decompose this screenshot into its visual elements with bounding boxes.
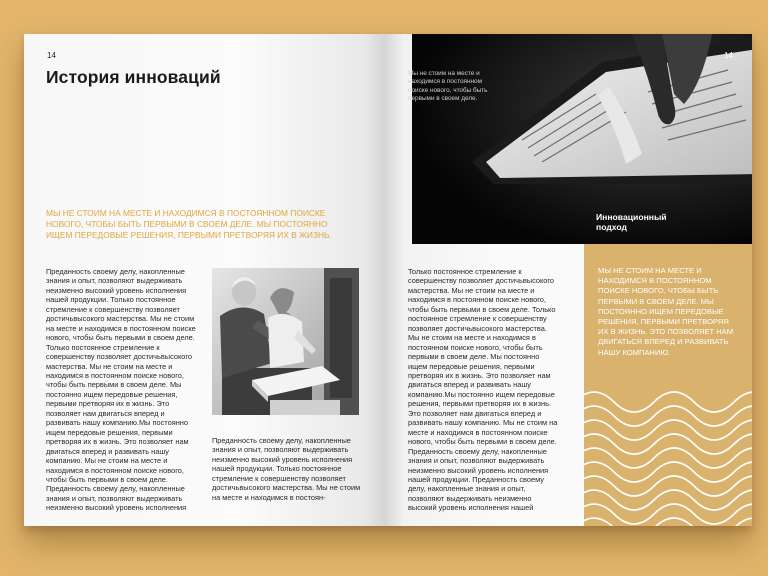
tablet-photo [412,34,752,244]
gold-panel-text: МЫ НЕ СТОИМ НА МЕСТЕ И НАХОДИМСЯ В ПОСТОЯННОМ ПОИСКЕ НОВОГО, ЧТОБЫ БЫТЬ ПЕРВЫМИ В СВОЕМ ДЕЛЕ. МЫ ПОСТОЯННО ИЩЕМ ПЕРЕДОВЫЕ РЕШЕНИЯ, ПЕРВЫМИ ПРЕТВОРЯЯ ИХ В ЖИЗНЬ. ЭТО ПОЗВОЛЯЕТ НАМ ДВИГАТЬСЯ ВПЕРЕД И РАЗВИВАТЬ НАШУ КОМПАНИЮ. [598,266,734,357]
right-page [386,34,752,526]
gold-panel [584,244,752,526]
accent-paragraph: МЫ НЕ СТОИМ НА МЕСТЕ И НАХОДИМСЯ В ПОСТОЯННОМ ПОИСКЕ НОВОГО, ЧТОБЫ БЫТЬ ПЕРВЫМИ В СВОЕМ ДЕЛЕ. МЫ ПОСТОЯННО ИЩЕМ ПЕРЕДОВЫЕ РЕШЕНИЯ, ПЕРВЫМИ ПРЕТВОРЯЯ ИХ В ЖИЗНЬ. [46,208,332,240]
page-number: 14 [47,51,56,60]
body-column-right: Только постоянное стремление к совершенству позволяет достичьвысокого мастерства. Мы не стоим на месте и находимся в постоянном поиске нового, чтобы быть первыми в своем деле. Только постоянное стремление к совершенству позволяет достичьвысокого мастерства. Мы не стоим на месте и находимся в постоянном поиске нового, чтобы быть первыми в своем деле. Мы постоянно ищем передовые решения, первыми претворяя их в жизнь. Это позволяет нам двигаться вперед и развивать нашу компанию.Мы постоянно ищем передовые решения, первыми претворяя их в жизнь. Это позволяет нам двигаться вперед и развивать нашу компанию. Мы не стоим на месте и находимся в постоянном поиске нового, чтобы быть первыми в своем деле. Преданность своему делу, накопленные знания и опыт, позволяют выдерживать неизменно высокий уровень исполнения нашей продукции. Преданность своему делу, накопленные знания и опыт, позволяют выдерживать неизменно высокий уровень исполнения нашей [408,267,558,513]
people-photo [212,268,359,415]
body-column-1: Преданность своему делу, накопленные знания и опыт, позволяют выдерживать неизменно высокий уровень исполнения нашей продукции. Только постоянное стремление к совершенству позволяет достичьвысокого мастерства. Мы не стоим на месте и находимся в постоянном поиске нового, чтобы быть первыми в своем деле. Только постоянное стремление к совершенству позволяет достичьвысокого мастерства. Мы не стоим на месте и находимся в постоянном поиске нового, чтобы быть первыми в своем деле. Мы постоянно ищем передовые решения, первыми претворяя их в жизнь. Это позволяет нам двигаться вперед и развивать нашу компанию.Мы постоянно ищем передовые решения, первыми претворяя их в жизнь. Это позволяет нам двигаться вперед и развивать нашу компанию. Мы не стоим на месте и находимся в постоянном поиске нового, чтобы быть первыми в своем деле. Преданность своему делу, накопленные знания и опыт, позволяют выдерживать неизменно высокий уровень исполнения [46,267,196,513]
brochure-spread [24,34,752,526]
photo-caption: Мы не стоим на месте и находимся в постоянном поиске нового, чтобы быть первыми в своем деле. [408,70,488,103]
left-page [24,34,386,526]
wave-pattern [584,382,752,526]
page-title: История инноваций [46,67,221,87]
page-number-right: 14 [724,51,733,60]
body-column-2: Преданность своему делу, накопленные знания и опыт, позволяют выдерживать неизменно высокий уровень исполнения нашей продукции. Только постоянное стремление к совершенству позволяет достичьвысокого мастерства. Мы не стоим на месте и находимся в постоян- [212,436,361,502]
section-label: Инновационный подход [596,212,667,232]
